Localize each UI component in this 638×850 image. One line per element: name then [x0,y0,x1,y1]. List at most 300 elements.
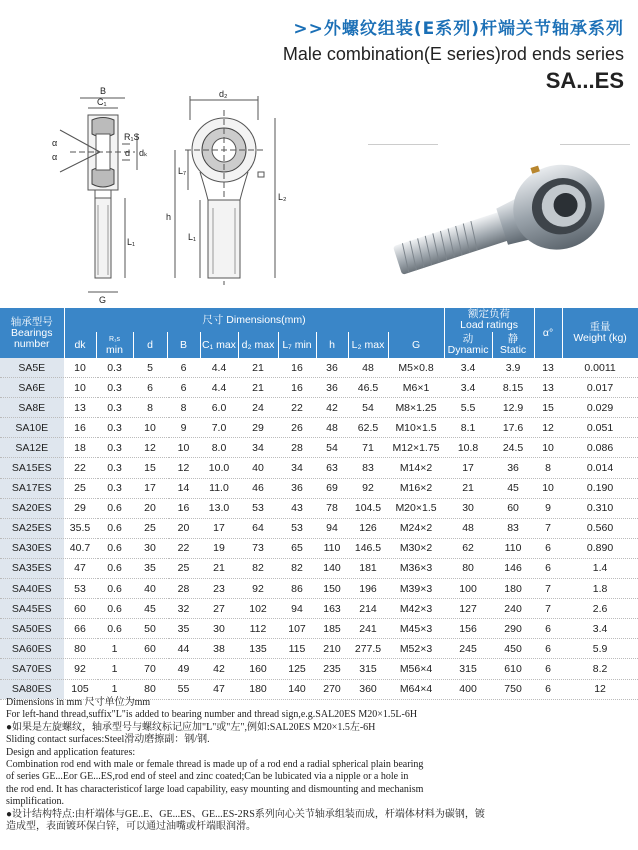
header-load-en: Load ratings [460,319,518,331]
table-cell: 160 [238,659,278,679]
table-cell: 360 [348,679,388,699]
table-cell: 17.6 [492,418,534,438]
table-cell: 10 [534,438,562,458]
bearing-number-cell: SA25ES [0,518,64,538]
table-cell: 0.086 [562,438,638,458]
table-cell: 36 [316,358,348,378]
col-header-r1s [96,332,133,358]
table-cell: 4.4 [200,358,238,378]
table-cell: 71 [348,438,388,458]
table-cell: 22 [278,398,316,418]
col-header-dk: dk [64,332,96,358]
table-cell: 146 [492,558,534,578]
table-cell: M6×1 [388,378,444,398]
table-cell: 24.5 [492,438,534,458]
table-cell: 16 [167,498,200,518]
note-line: Combination rod end with male or female thread is made up of a rod end a radial spherical plain bearing [6,759,424,771]
table-cell: 23 [200,579,238,599]
bearing-number-cell: SA80ES [0,679,64,699]
header-dynamic-en: Dynamic [447,344,489,356]
note-line: 造成型，表面镀环保白锌，可以通过油嘴或杆端眼润滑。 [6,821,256,833]
table-cell: 94 [316,518,348,538]
table-cell: 48 [316,418,348,438]
page-title-en: Male combination(E series)rod ends series [282,44,624,64]
table-cell: 6 [534,619,562,639]
bearing-number-cell: SA50ES [0,619,64,639]
bearing-number-cell: SA5E [0,358,64,378]
table-cell: 10.8 [444,438,492,458]
bearing-number-cell: SA60ES [0,639,64,659]
table-cell: 4.4 [200,378,238,398]
table-cell: 18 [64,438,96,458]
label-r1s: R₁S [124,132,140,142]
table-cell: 7.0 [200,418,238,438]
table-cell: 69 [316,478,348,498]
table-cell: 34 [238,438,278,458]
note-line: simplification. [6,796,65,808]
table-cell: 32 [167,599,200,619]
table-cell: 110 [492,538,534,558]
bearing-number-cell: SA12E [0,438,64,458]
table-cell: M39×3 [388,579,444,599]
table-row [0,579,638,599]
table-cell: 30 [133,538,167,558]
table-cell: 83 [348,458,388,478]
table-cell: 12 [562,679,638,699]
bearing-number-cell: SA30ES [0,538,64,558]
table-cell: 12.9 [492,398,534,418]
header-bearings-cn: 轴承型号 [10,315,53,328]
note-line: Dimensions in mm 尺寸单位为mm [6,697,151,708]
series-code: SA...ES [545,68,624,93]
table-cell: 12 [167,458,200,478]
table-cell: 214 [348,599,388,619]
label-l1: L₁ [127,237,136,247]
table-cell: 104.5 [348,498,388,518]
table-cell: 38 [200,639,238,659]
table-cell: 16 [64,418,96,438]
table-row [0,438,638,458]
table-cell: 315 [348,659,388,679]
table-cell: 42 [200,659,238,679]
table-cell: 8.2 [562,659,638,679]
table-cell: M30×2 [388,538,444,558]
table-cell: 30 [444,498,492,518]
col-header-h: h [316,332,348,358]
table-cell: 10 [64,378,96,398]
table-cell: 17 [444,458,492,478]
table-cell: 82 [238,558,278,578]
table-cell: 46.5 [348,378,388,398]
table-cell: 7 [534,599,562,619]
table-cell: 80 [64,639,96,659]
page-title-cn: >>外螺纹组装(E系列)杆端关节轴承系列 [293,19,624,39]
col-header-g: G [388,332,444,358]
table-cell: 400 [444,679,492,699]
table-cell: 47 [64,558,96,578]
col-header-bearings [0,308,64,358]
table-cell: 66 [64,619,96,639]
table-cell: 25 [133,518,167,538]
table-row [0,358,638,378]
table-cell: 48 [348,358,388,378]
table-row [0,418,638,438]
table-cell: 36 [492,458,534,478]
table-cell: 9 [534,498,562,518]
spec-table-body [0,358,638,699]
bearing-number-cell: SA40ES [0,579,64,599]
table-cell: 112 [238,619,278,639]
table-cell: 21 [200,558,238,578]
table-cell: 0.6 [96,498,133,518]
table-cell: 0.3 [96,418,133,438]
table-cell: 0.3 [96,438,133,458]
table-cell: 13 [64,398,96,418]
table-cell: 0.3 [96,478,133,498]
table-cell: 8.15 [492,378,534,398]
table-cell: 10 [534,478,562,498]
table-cell: 0.560 [562,518,638,538]
bearing-number-cell: SA45ES [0,599,64,619]
table-cell: 19 [200,538,238,558]
table-cell: 3.4 [444,358,492,378]
table-cell: 10 [167,438,200,458]
label-c1: C₁ [97,97,107,107]
technical-drawing [0,60,380,305]
table-cell: 3.9 [492,358,534,378]
table-row [0,619,638,639]
table-cell: 10 [133,418,167,438]
table-cell: M10×1.5 [388,418,444,438]
table-cell: 65 [278,538,316,558]
label-alpha-2: α [52,152,58,162]
table-cell: 245 [444,639,492,659]
header-r1s-bottom: min [106,344,123,356]
table-cell: 135 [238,639,278,659]
table-cell: 1.8 [562,579,638,599]
table-cell: 0.3 [96,378,133,398]
table-cell: 35 [133,558,167,578]
table-cell: 102 [238,599,278,619]
table-row [0,498,638,518]
table-cell: 241 [348,619,388,639]
table-cell: 0.310 [562,498,638,518]
table-cell: 0.017 [562,378,638,398]
table-cell: 25 [64,478,96,498]
table-cell: 24 [238,398,278,418]
note-line: Design and application features: [6,746,136,758]
label-alpha: α [52,138,58,148]
table-cell: 110 [316,538,348,558]
table-cell: 750 [492,679,534,699]
table-cell: 450 [492,639,534,659]
table-cell: 80 [444,558,492,578]
label-h: h [166,212,172,222]
table-cell: 14 [167,478,200,498]
table-cell: 82 [278,558,316,578]
col-header-d: d [133,332,167,358]
table-cell: 163 [316,599,348,619]
table-cell: 100 [444,579,492,599]
table-cell: 6 [534,558,562,578]
table-cell: 6.0 [200,398,238,418]
table-cell: 35.5 [64,518,96,538]
table-cell: 140 [278,679,316,699]
table-cell: 115 [278,639,316,659]
table-cell: M20×1.5 [388,498,444,518]
note-line: Sliding contact surfaces:Steel滑动磨擦副：钢/钢. [6,734,210,746]
table-cell: 54 [316,438,348,458]
table-cell: 36 [278,478,316,498]
table-cell: 240 [492,599,534,619]
table-cell: 80 [133,679,167,699]
label-l2: L₂ [278,192,287,202]
table-cell: 92 [64,659,96,679]
notes [6,697,632,833]
table-cell: 17 [200,518,238,538]
table-cell: 53 [64,579,96,599]
col-header-alpha: α° [534,308,562,358]
table-cell: 27 [200,599,238,619]
table-cell: 1 [96,679,133,699]
table-cell: M52×3 [388,639,444,659]
table-cell: 21 [238,358,278,378]
table-cell: 8 [534,458,562,478]
table-cell: M16×2 [388,478,444,498]
table-cell: 181 [348,558,388,578]
table-cell: 49 [167,659,200,679]
table-cell: 53 [238,498,278,518]
deco-line [560,144,630,145]
table-cell: M45×3 [388,619,444,639]
table-cell: 92 [348,478,388,498]
table-cell: 6 [167,378,200,398]
table-cell: M8×1.25 [388,398,444,418]
table-cell: 28 [167,579,200,599]
table-cell: 94 [278,599,316,619]
header-weight-en: Weight (kg) [573,332,627,344]
table-row [0,458,638,478]
note-line: of series GE...Eor GE...ES,rod end of steel and zinc coated;Can be lubicated via a nipple or a hole in [6,771,409,783]
table-cell: 0.6 [96,579,133,599]
table-cell: 0.6 [96,518,133,538]
header-dynamic-cn: 动 [462,333,474,345]
table-cell: 22 [167,538,200,558]
table-cell: 6 [534,679,562,699]
table-cell: 13 [534,358,562,378]
table-cell: 180 [238,679,278,699]
table-cell: 0.029 [562,398,638,418]
table-cell: 8 [167,398,200,418]
label-d: d [125,148,131,158]
bearing-number-cell: SA15ES [0,458,64,478]
table-cell: 60 [133,639,167,659]
table-cell: 0.190 [562,478,638,498]
table-cell: 0.3 [96,458,133,478]
table-cell: 3.4 [444,378,492,398]
col-header-load [444,308,534,332]
table-cell: 60 [492,498,534,518]
table-cell: 8.1 [444,418,492,438]
table-cell: 46 [238,478,278,498]
table-cell: 270 [316,679,348,699]
table-cell: 13 [534,378,562,398]
col-header-d2: d₂ max [238,332,278,358]
table-cell: 86 [278,579,316,599]
table-cell: 125 [278,659,316,679]
table-cell: 10 [64,358,96,378]
table-cell: 21 [238,378,278,398]
col-header-static [492,332,534,358]
label-dk: dₖ [139,148,148,158]
bearing-number-cell: SA6E [0,378,64,398]
table-row [0,398,638,418]
table-cell: 42 [316,398,348,418]
table-cell: 1.4 [562,558,638,578]
table-cell: 43 [278,498,316,518]
table-cell: 34 [278,458,316,478]
table-cell: 0.051 [562,418,638,438]
col-header-dimensions: 尺寸 Dimensions(mm) [64,308,444,332]
bearing-number-cell: SA20ES [0,498,64,518]
table-cell: 83 [492,518,534,538]
table-cell: 17 [133,478,167,498]
table-cell: 180 [492,579,534,599]
table-cell: 15 [133,458,167,478]
table-cell: 12 [534,418,562,438]
table-cell: 0.3 [96,358,133,378]
table-cell: 0.6 [96,538,133,558]
col-header-dynamic [444,332,492,358]
note-line: the rod end. It has characteristicof large load capability, easy mounting and dismounting and mechanism [6,783,424,795]
table-cell: 40 [133,579,167,599]
table-cell: 5 [133,358,167,378]
table-cell: 6 [167,358,200,378]
table-cell: 13.0 [200,498,238,518]
table-cell: 50 [133,619,167,639]
table-cell: 62 [444,538,492,558]
col-header-l7: L₇ min [278,332,316,358]
header-static-cn: 静 [507,333,519,345]
table-row [0,538,638,558]
table-cell: 0.0011 [562,358,638,378]
table-cell: 16 [278,378,316,398]
table-row [0,518,638,538]
table-cell: 290 [492,619,534,639]
table-cell: 210 [316,639,348,659]
table-cell: 45 [133,599,167,619]
table-cell: 54 [348,398,388,418]
note-line: ●如果是左旋螺纹，轴承型号与螺纹标记应加"L"或"左",例如:SAL20ES M20×1.5左-6H [6,721,376,733]
header-bearings-en: Bearings number [11,326,53,350]
table-cell: 36 [316,378,348,398]
table-row [0,659,638,679]
table-cell: 44 [167,639,200,659]
table-cell: 107 [278,619,316,639]
table-cell: 5.9 [562,639,638,659]
bearing-number-cell: SA17ES [0,478,64,498]
table-cell: 29 [238,418,278,438]
table-cell: 2.6 [562,599,638,619]
table-cell: 35 [167,619,200,639]
table-cell: M12×1.75 [388,438,444,458]
table-row [0,599,638,619]
table-row [0,378,638,398]
table-cell: M64×4 [388,679,444,699]
table-cell: M36×3 [388,558,444,578]
table-cell: 6 [534,659,562,679]
table-cell: M14×2 [388,458,444,478]
table-cell: 70 [133,659,167,679]
table-cell: 126 [348,518,388,538]
table-row [0,558,638,578]
table-cell: 8 [133,398,167,418]
table-cell: 315 [444,659,492,679]
table-cell: 92 [238,579,278,599]
table-cell: 5.5 [444,398,492,418]
col-header-l2: L₂ max [348,332,388,358]
table-cell: 146.5 [348,538,388,558]
table-cell: 12 [133,438,167,458]
table-cell: 8.0 [200,438,238,458]
table-cell: 7 [534,518,562,538]
header-weight-cn: 重量 [589,321,611,333]
header-static-en: Static [499,344,527,356]
table-cell: 235 [316,659,348,679]
col-header-c1: C₁ max [200,332,238,358]
table-cell: 63 [316,458,348,478]
label-g: G [99,295,107,305]
col-header-b: B [167,332,200,358]
table-cell: 150 [316,579,348,599]
table-cell: 9 [167,418,200,438]
header-r1s-top: R₁s [109,336,120,343]
table-cell: 610 [492,659,534,679]
table-row [0,639,638,659]
label-b: B [100,86,107,96]
table-cell: 73 [238,538,278,558]
table-cell: M24×2 [388,518,444,538]
table-cell: 20 [133,498,167,518]
table-cell: 277.5 [348,639,388,659]
table-cell: 127 [444,599,492,619]
table-cell: 0.3 [96,398,133,418]
specification-table [0,308,638,700]
note-line: ●设计结构特点:由杆端体与GE..E、GE...ES、GE...ES-2RS系列向心关节轴承组装而成，杆端体材料为碳钢，镀 [6,808,485,820]
table-cell: 47 [200,679,238,699]
label-l1b: L₁ [188,232,197,242]
table-cell: 0.6 [96,558,133,578]
table-cell: 55 [167,679,200,699]
table-cell: 156 [444,619,492,639]
label-l7: L₇ [178,166,187,176]
table-cell: 64 [238,518,278,538]
table-cell: 1 [96,659,133,679]
table-cell: 0.890 [562,538,638,558]
table-cell: 16 [278,358,316,378]
table-cell: 185 [316,619,348,639]
table-cell: 7 [534,579,562,599]
table-cell: 40 [238,458,278,478]
table-cell: M42×3 [388,599,444,619]
table-cell: 0.6 [96,619,133,639]
table-cell: 6 [534,639,562,659]
table-cell: 40.7 [64,538,96,558]
table-cell: 62.5 [348,418,388,438]
bearing-number-cell: SA70ES [0,659,64,679]
header-load-cn: 额定负荷 [468,308,511,320]
table-cell: 20 [167,518,200,538]
